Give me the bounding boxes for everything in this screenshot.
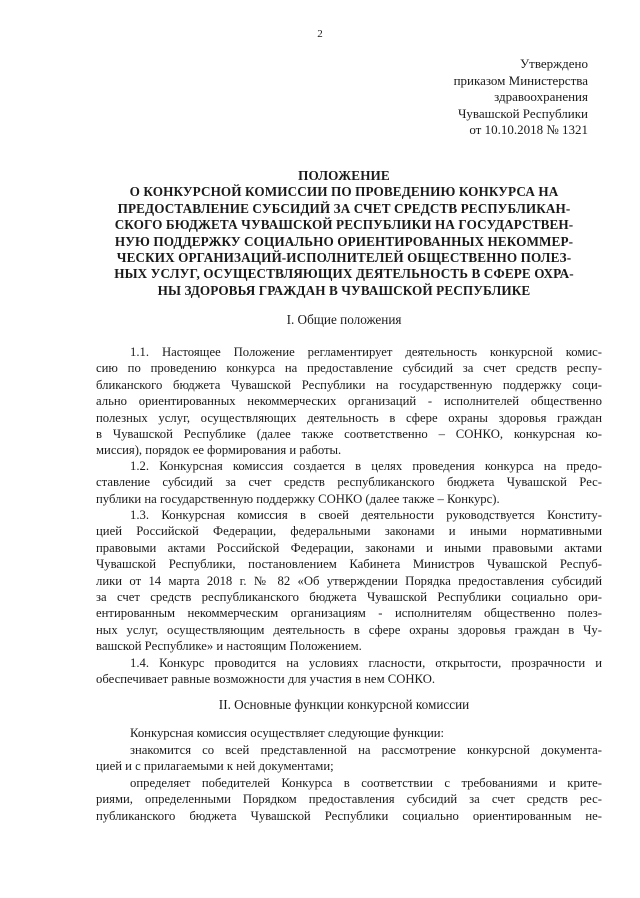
- document-title: [86, 168, 602, 299]
- text-line: Конкурсная комиссия осуществляет следующие функции:: [130, 726, 445, 740]
- paragraph-2-intro: [96, 725, 602, 741]
- text-line: бликанского бюджета Чувашской Республики на государственную поддержку соци-: [96, 377, 602, 392]
- text-line: Чувашской Республики, постановлением Кабинета Министров Чувашской Респуб-: [96, 557, 602, 572]
- paragraph-1-1: [96, 344, 602, 459]
- text-line: 1.1. Настоящее Положение регламентирует деятельность конкурсной комис-: [130, 345, 602, 359]
- text-line: правовыми актами Российской Федерации, законами и иными правовыми актами: [96, 540, 602, 555]
- paragraph-2-1: [96, 742, 602, 775]
- text-line: 1.3. Конкурсная комиссия в своей деятельности руководствуется Конститу-: [130, 508, 602, 522]
- approval-line: Утверждено: [519, 56, 588, 71]
- paragraph-1-2: [96, 458, 602, 507]
- paragraph-1-3: [96, 507, 602, 655]
- text-line: ально ориентированных некоммерческих организаций - исполнителей общественно: [96, 394, 602, 409]
- page-number: 2: [317, 28, 323, 40]
- text-line: сию по проведению конкурса на предоставление субсидий за счет средств респу-: [96, 361, 602, 376]
- title-line: ЧЕСКИХ ОРГАНИЗАЦИЙ-ИСПОЛНИТЕЛЕЙ ОБЩЕСТВЕННО ПОЛЕЗ-: [116, 250, 572, 266]
- text-line: ентированным некоммерческим организациям - исполнителям общественно полез-: [96, 606, 602, 621]
- title-line: НЫХ УСЛУГ, ОСУЩЕСТВЛЯЮЩИХ ДЕЯТЕЛЬНОСТЬ В СФЕРЕ ОХРА-: [114, 266, 574, 282]
- text-line: лики от 14 марта 2018 г. № 82 «Об утверждении Порядка предоставления субсидий: [96, 573, 602, 588]
- paragraph-2-2: [96, 775, 602, 824]
- text-line: за счет средств республиканского бюджета Чувашской Республики социально ори-: [96, 590, 602, 605]
- approval-stamp: [454, 56, 588, 139]
- text-line: цией и с прилагаемыми к ней документами;: [96, 759, 334, 774]
- text-line: ных услуг, осуществляющим деятельность в сфере охраны здоровья граждан в Чу-: [96, 622, 602, 637]
- text-line: публиканского бюджета Чувашской Республики социально ориентированным не-: [96, 808, 602, 823]
- text-line: цией Российской Федерации, федеральными законами и иными нормативными: [96, 524, 602, 539]
- text-line: риями, определенными Порядком предоставления субсидий за счет средств рес-: [96, 792, 602, 807]
- text-line: знакомится со всей представленной на рассмотрение конкурсной документа-: [130, 743, 602, 757]
- text-line: в Чувашской Республике (далее также соответственно – СОНКО, конкурсная ко-: [96, 427, 602, 442]
- approval-line: здравоохранения: [494, 89, 588, 104]
- text-line: определяет победителей Конкурса в соответствии с требованиями и крите-: [130, 776, 602, 790]
- approval-line: приказом Министерства: [453, 72, 588, 88]
- approval-line: Чувашской Республики: [457, 105, 588, 121]
- title-line: ПОЛОЖЕНИЕ: [298, 168, 390, 183]
- text-line: вашской Республике» и настоящим Положением.: [96, 639, 362, 654]
- title-line: НУЮ ПОДДЕРЖКУ СОЦИАЛЬНО ОРИЕНТИРОВАННЫХ НЕКОММЕР-: [114, 233, 574, 249]
- paragraph-1-4: [96, 655, 602, 688]
- title-line: О КОНКУРСНОЙ КОМИССИИ ПО ПРОВЕДЕНИЮ КОНКУРСА НА: [129, 184, 559, 200]
- text-line: ставление субсидий за счет средств республиканского бюджета Чувашской Рес-: [96, 475, 602, 490]
- text-line: публики на государственную поддержку СОНКО (далее также – Конкурс).: [96, 491, 500, 506]
- text-line: 1.2. Конкурсная комиссия создается в целях проведения конкурса на предо-: [130, 459, 602, 473]
- section-2-heading: II. Основные функции конкурсной комиссии: [218, 697, 470, 712]
- approval-line: от 10.10.2018 № 1321: [469, 122, 588, 137]
- section-1-heading: I. Общие положения: [286, 312, 402, 327]
- text-line: миссия), порядок ее формирования и работы.: [96, 443, 342, 458]
- text-line: 1.4. Конкурс проводится на условиях гласности, открытости, прозрачности и: [130, 656, 602, 670]
- title-line: ПРЕДОСТАВЛЕНИЕ СУБСИДИЙ ЗА СЧЕТ СРЕДСТВ РЕСПУБЛИКАН-: [117, 200, 571, 216]
- text-line: обеспечивает равные возможности для участия в нем СОНКО.: [96, 672, 436, 687]
- text-line: полезных услуг, осуществляющих деятельность в сфере охраны здоровья граждан: [96, 410, 602, 425]
- title-line: НЫ ЗДОРОВЬЯ ГРАЖДАН В ЧУВАШСКОЙ РЕСПУБЛИКЕ: [157, 282, 531, 298]
- title-line: СКОГО БЮДЖЕТА ЧУВАШСКОЙ РЕСПУБЛИКИ НА ГОСУДАРСТВЕН-: [114, 217, 574, 233]
